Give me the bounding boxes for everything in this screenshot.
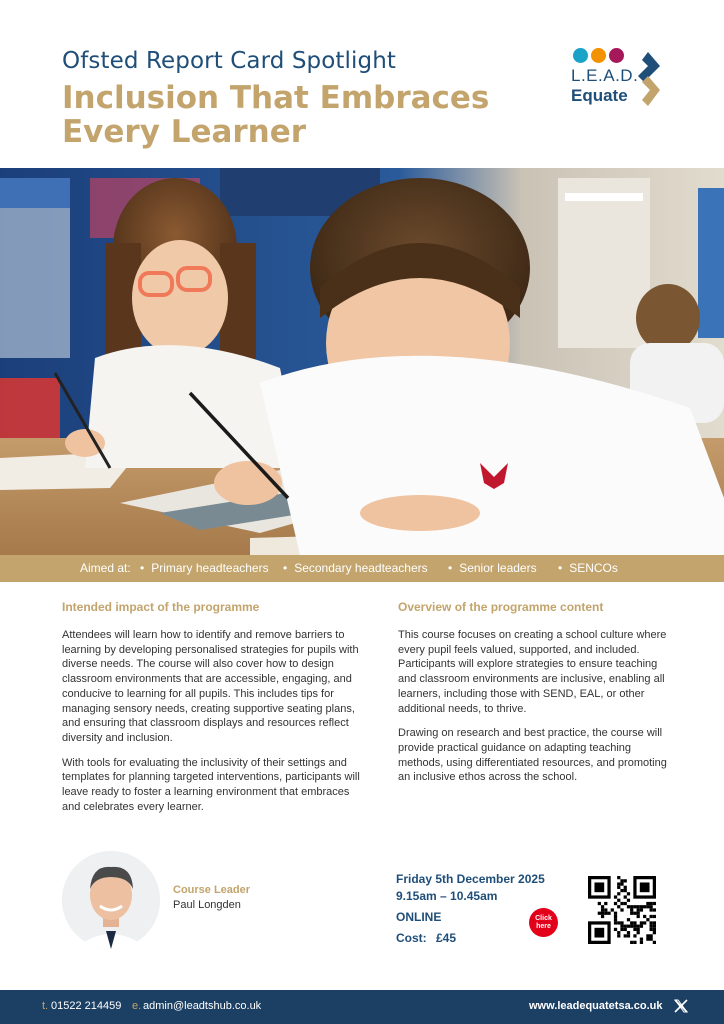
logo-dot-icon [609, 48, 624, 63]
qr-code-icon[interactable] [588, 876, 656, 944]
event-date: Friday 5th December 2025 [396, 872, 545, 886]
phone-link[interactable]: 01522 214459 [51, 1000, 122, 1012]
event-mode: ONLINE [396, 910, 442, 924]
email-label: e. [132, 1000, 142, 1012]
impact-section [62, 600, 362, 824]
impact-paragraph: With tools for evaluating the inclusivity of their settings and templates for planning targeted interventions, participants will leave ready to foster a learning environment that embraces and celebrates every learner. [62, 756, 360, 813]
footer [0, 990, 724, 1024]
classroom-photo-icon [0, 168, 724, 555]
overview-paragraph: This course focuses on creating a school culture where every pupil feels valued, supported, and included. Participants will explore strategies to ensure teaching and classroom environments are inclusive, enabling all learners, including those with SEND, EAL, or other additional needs, to thrive. [398, 629, 667, 715]
click-here-line1: Click [535, 915, 552, 922]
course-leader-name: Paul Longden [173, 899, 241, 911]
audience-item: • Senior leaders [448, 561, 537, 575]
logo-dot-icon [573, 48, 588, 63]
logo-mark-icon [634, 52, 662, 106]
x-twitter-icon[interactable] [673, 998, 689, 1014]
cost-label: Cost: [396, 931, 427, 945]
impact-heading: Intended impact of the programme [62, 600, 260, 614]
page-title: Inclusion That Embraces Every Learner [62, 80, 490, 150]
person-avatar-icon [62, 851, 160, 949]
logo-line2: Equate [571, 86, 628, 105]
audience-bar [0, 555, 724, 582]
logo-dot-icon [591, 48, 606, 63]
avatar [62, 851, 160, 949]
logo-line1: L.E.A.D. [571, 66, 639, 85]
cost-value: £45 [436, 931, 457, 945]
classroom-photo [0, 168, 724, 555]
email-link[interactable]: admin@leadtshub.co.uk [143, 1000, 262, 1012]
impact-paragraph: Attendees will learn how to identify and remove barriers to learning by developing personalised strategies for pupils with diverse needs. The course will also cover how to design classroom environments that are accessible, engaging, and conducive to learning for all pupils. This includes tips for managing sensory needs, creating supportive seating plans, and ensuring that classroom displays and resources reflect diversity and inclusion. [62, 629, 359, 744]
audience-item: • SENCOs [558, 561, 618, 575]
audience-label: Aimed at: [80, 561, 131, 575]
click-here-line2: here [536, 923, 551, 930]
overview-section [398, 600, 668, 795]
overview-heading: Overview of the programme content [398, 600, 604, 614]
website-link[interactable]: www.leadequatetsa.co.uk [529, 1000, 663, 1012]
audience-item: • Secondary headteachers [283, 561, 428, 575]
lead-equate-logo[interactable] [570, 48, 670, 110]
page-kicker: Ofsted Report Card Spotlight [62, 48, 396, 74]
course-leader-label: Course Leader [173, 884, 251, 896]
phone-label: t. [42, 1000, 49, 1012]
overview-paragraph: Drawing on research and best practice, the course will provide practical guidance on adapting teaching methods, using differentiated resources, and promoting an inclusive ethos across the school. [398, 727, 667, 784]
click-here-button[interactable] [529, 908, 558, 937]
header [0, 0, 724, 168]
audience-item: • Primary headteachers [140, 561, 269, 575]
event-time: 9.15am – 10.45am [396, 889, 498, 903]
